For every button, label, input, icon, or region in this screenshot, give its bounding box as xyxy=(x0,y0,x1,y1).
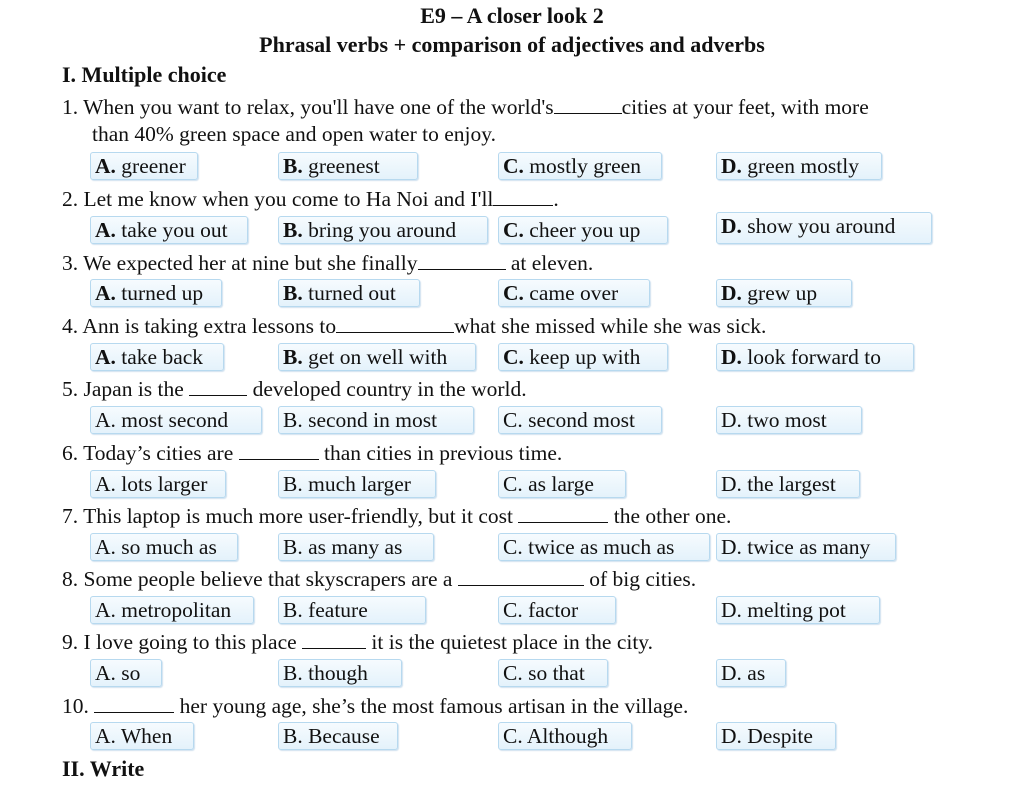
question-7 xyxy=(62,503,731,529)
option-5a[interactable]: A. most second xyxy=(90,406,262,434)
option-10c[interactable]: C. Although xyxy=(498,722,632,750)
option-3a[interactable]: A. turned up xyxy=(90,279,222,307)
question-text: the other one. xyxy=(608,504,732,528)
answer-blank xyxy=(239,441,319,460)
question-text: 4. Ann is taking extra lessons to xyxy=(62,314,337,338)
question-text: 2. Let me know when you come to Ha Noi and I'll xyxy=(62,187,494,211)
section-heading-multiple-choice: I. Multiple choice xyxy=(62,62,227,87)
option-3c[interactable]: C. came over xyxy=(498,279,650,307)
option-9d[interactable]: D. as xyxy=(716,659,786,687)
question-text: 8. Some people believe that skyscrapers are a xyxy=(62,567,458,591)
option-2c[interactable]: C. cheer you up xyxy=(498,216,668,244)
question-8 xyxy=(62,566,696,592)
option-7b[interactable]: B. as many as xyxy=(278,533,434,561)
option-8b[interactable]: B. feature xyxy=(278,596,426,624)
option-6d[interactable]: D. the largest xyxy=(716,470,860,498)
page-title: E9 – A closer look 2 xyxy=(420,3,604,28)
question-text: at eleven. xyxy=(505,251,594,275)
question-5 xyxy=(62,376,527,402)
answer-blank xyxy=(189,377,247,396)
option-1a[interactable]: A. greener xyxy=(90,152,198,180)
answer-blank xyxy=(554,95,622,114)
question-text: 1. When you want to relax, you'll have one of the world's xyxy=(62,95,554,119)
option-4b[interactable]: B. get on well with xyxy=(278,343,476,371)
option-9a[interactable]: A. so xyxy=(90,659,162,687)
question-6 xyxy=(62,440,562,466)
option-7c[interactable]: C. twice as much as xyxy=(498,533,710,561)
option-4c[interactable]: C. keep up with xyxy=(498,343,668,371)
option-7d[interactable]: D. twice as many xyxy=(716,533,896,561)
option-5c[interactable]: C. second most xyxy=(498,406,662,434)
option-3d[interactable]: D. grew up xyxy=(716,279,852,307)
option-2b[interactable]: B. bring you around xyxy=(278,216,488,244)
question-text: what she missed while she was sick. xyxy=(454,314,767,338)
option-9c[interactable]: C. so that xyxy=(498,659,608,687)
answer-blank xyxy=(94,694,174,713)
option-4a[interactable]: A. take back xyxy=(90,343,224,371)
question-text: 10. xyxy=(62,694,95,718)
option-7a[interactable]: A. so much as xyxy=(90,533,238,561)
answer-blank xyxy=(518,504,608,523)
option-1d[interactable]: D. green mostly xyxy=(716,152,882,180)
option-1b[interactable]: B. greenest xyxy=(278,152,418,180)
option-6c[interactable]: C. as large xyxy=(498,470,626,498)
question-text: 9. I love going to this place xyxy=(62,630,303,654)
section-heading-write: II. Write xyxy=(62,756,145,781)
question-text: 3. We expected her at nine but she finally xyxy=(62,251,418,275)
option-10b[interactable]: B. Because xyxy=(278,722,398,750)
page-subtitle: Phrasal verbs + comparison of adjectives and adverbs xyxy=(259,32,765,57)
option-10d[interactable]: D. Despite xyxy=(716,722,836,750)
option-6a[interactable]: A. lots larger xyxy=(90,470,226,498)
question-text: 6. Today’s cities are xyxy=(62,441,239,465)
question-text: than cities in previous time. xyxy=(318,441,563,465)
answer-blank xyxy=(493,187,553,206)
question-text: it is the quietest place in the city. xyxy=(366,630,654,654)
question-3 xyxy=(62,250,593,276)
question-1-line-2: than 40% green space and open water to enjoy. xyxy=(92,122,496,146)
question-2 xyxy=(62,186,559,212)
question-text: 5. Japan is the xyxy=(62,377,190,401)
answer-blank xyxy=(418,251,506,270)
question-text: . xyxy=(553,187,559,211)
question-text: her young age, she’s the most famous artisan in the village. xyxy=(174,694,689,718)
option-10a[interactable]: A. When xyxy=(90,722,194,750)
option-6b[interactable]: B. much larger xyxy=(278,470,436,498)
question-text: of big cities. xyxy=(583,567,697,591)
option-2d[interactable]: D. show you around xyxy=(716,212,932,244)
answer-blank xyxy=(458,567,584,586)
option-5d[interactable]: D. two most xyxy=(716,406,862,434)
option-8a[interactable]: A. metropolitan xyxy=(90,596,254,624)
question-1 xyxy=(62,94,869,120)
question-text: 7. This laptop is much more user-friendly, but it cost xyxy=(62,504,519,528)
option-3b[interactable]: B. turned out xyxy=(278,279,420,307)
option-2a[interactable]: A. take you out xyxy=(90,216,248,244)
option-4d[interactable]: D. look forward to xyxy=(716,343,914,371)
option-8c[interactable]: C. factor xyxy=(498,596,616,624)
option-5b[interactable]: B. second in most xyxy=(278,406,474,434)
option-8d[interactable]: D. melting pot xyxy=(716,596,880,624)
question-9 xyxy=(62,629,653,655)
question-text: developed country in the world. xyxy=(247,377,527,401)
question-10 xyxy=(62,693,688,719)
option-9b[interactable]: B. though xyxy=(278,659,402,687)
question-text: cities at your feet, with more xyxy=(621,95,869,119)
question-4 xyxy=(62,313,766,339)
answer-blank xyxy=(336,314,454,333)
answer-blank xyxy=(302,630,366,649)
option-1c[interactable]: C. mostly green xyxy=(498,152,662,180)
